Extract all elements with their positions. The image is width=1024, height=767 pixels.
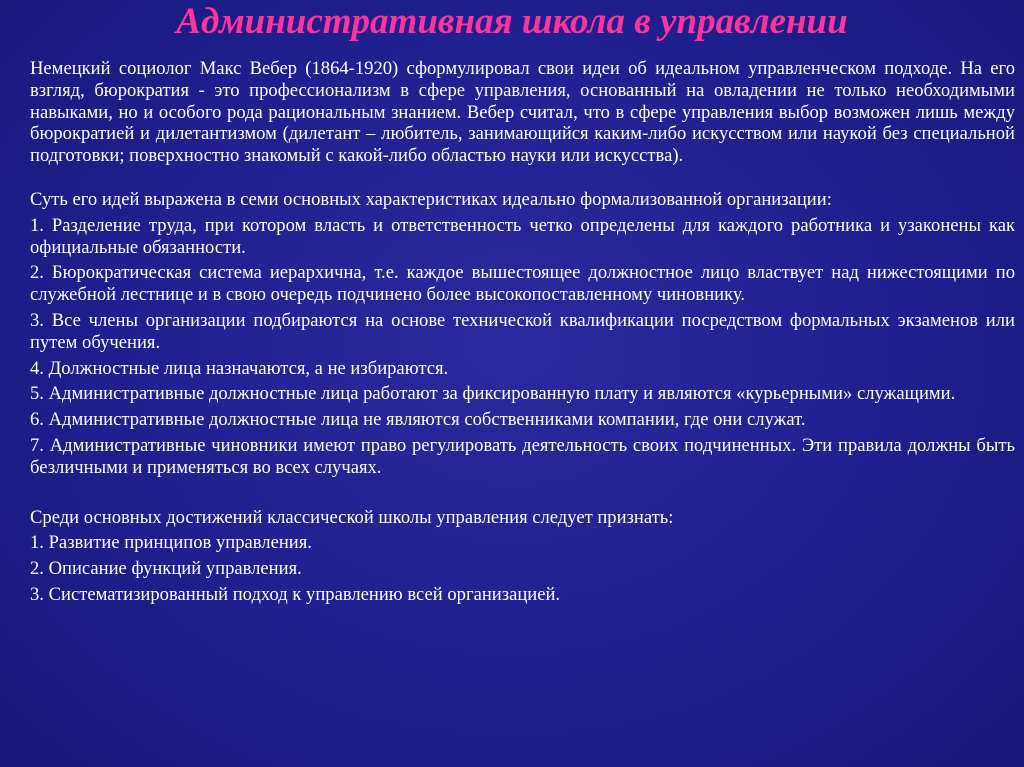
characteristic-item-7: 7. Административные чиновники имеют право регулировать деятельность своих подчиненных. Эти правила должны быть безличными и применяться во всех случаях.: [30, 434, 1015, 478]
achievement-item-3: 3. Систематизированный подход к управлению всей организацией.: [30, 583, 561, 605]
characteristic-item-6: 6. Административные должностные лица не являются собственниками компании, где они служат.: [30, 409, 806, 431]
intro-paragraph: Немецкий социолог Макс Вебер (1864-1920) сформулировал свои идеи об идеальном управленческом подходе. На его взгляд, бюрократия - это профессионализм в сфере управления, основанный на овладении не только необходимыми навыками, но и особого рода рациональным знанием. Вебер считал, что в сфере управления выбор возможен лишь между бюрократией и дилетантизмом (дилетант – любитель, занимающийся каким-либо искусством или наукой без специальной подготовки; поверхностно знакомый с какой-либо областью науки или искусства).: [30, 58, 1015, 167]
achievement-item-2: 2. Описание функций управления.: [30, 558, 302, 580]
characteristic-item-1: 1. Разделение труда, при котором власть и ответственность четко определены для каждого работника и узаконены как официальные обязанности.: [30, 214, 1015, 258]
characteristics-intro: Суть его идей выражена в семи основных характеристиках идеально формализованной организации:: [30, 188, 832, 210]
characteristic-item-2: 2. Бюрократическая система иерархична, т.е. каждое вышестоящее должностное лицо властвует над нижестоящими по служебной лестнице и в свою очередь подчинено более высокопоставленному чиновнику.: [30, 262, 1015, 306]
achievement-item-1: 1. Развитие принципов управления.: [30, 532, 312, 554]
slide-title: Административная школа в управлении: [176, 1, 848, 42]
achievements-intro: Среди основных достижений классической школы управления следует признать:: [30, 506, 674, 528]
characteristic-item-4: 4. Должностные лица назначаются, а не избираются.: [30, 357, 449, 379]
characteristic-item-5: 5. Административные должностные лица работают за фиксированную плату и являются «курьерными» служащими.: [30, 383, 956, 405]
slide-content: [30, 58, 1015, 606]
characteristic-item-3: 3. Все члены организации подбираются на основе технической квалификации посредством формальных экзаменов или путем обучения.: [30, 309, 1015, 353]
